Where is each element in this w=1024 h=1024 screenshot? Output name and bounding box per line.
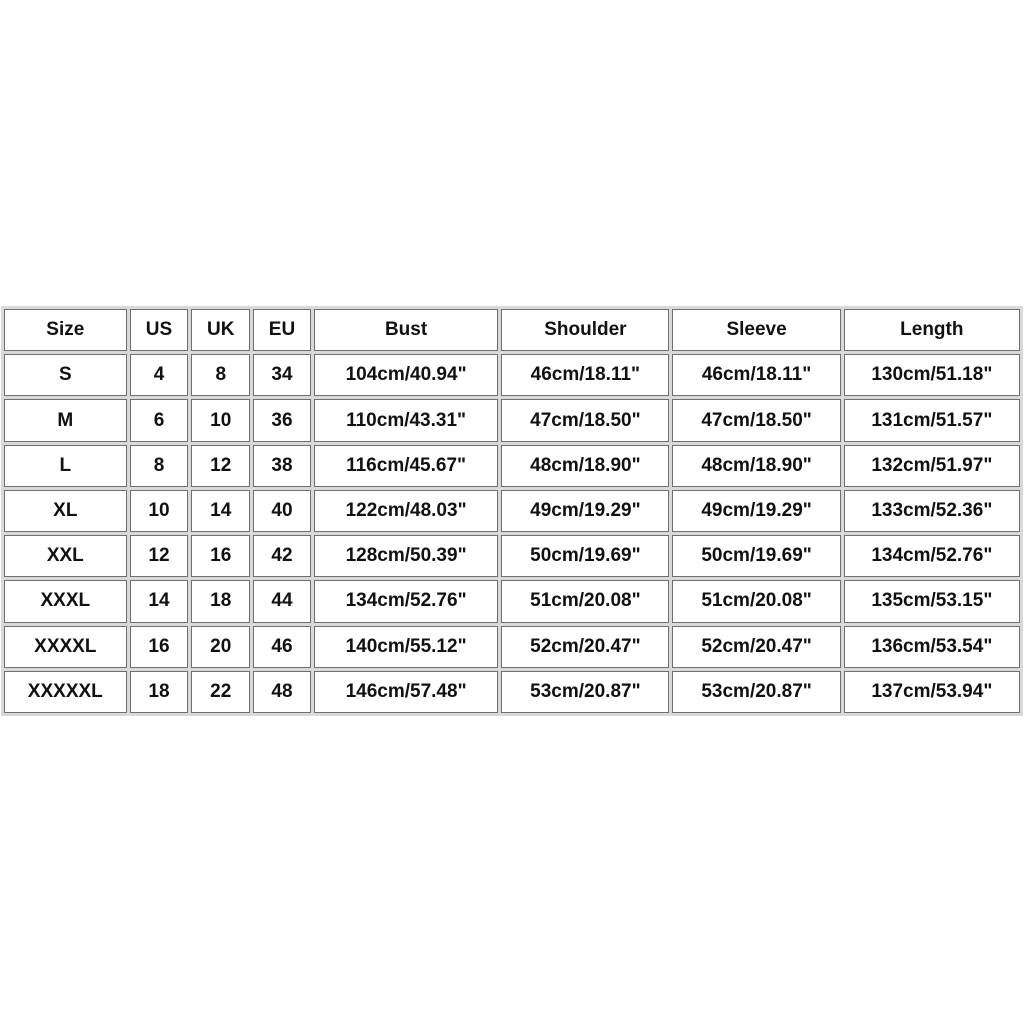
header-sleeve: Sleeve <box>672 309 840 351</box>
cell-shoulder: 53cm/20.87" <box>501 671 669 713</box>
cell-size: M <box>4 399 127 441</box>
cell-size: XXL <box>4 535 127 577</box>
cell-size: XXXXL <box>4 626 127 668</box>
cell-shoulder: 48cm/18.90" <box>501 445 669 487</box>
header-uk: UK <box>191 309 250 351</box>
cell-eu: 42 <box>253 535 311 577</box>
header-length: Length <box>844 309 1020 351</box>
cell-uk: 18 <box>191 580 250 622</box>
cell-length: 137cm/53.94" <box>844 671 1020 713</box>
table-row <box>4 535 1020 577</box>
cell-bust: 116cm/45.67" <box>314 445 498 487</box>
cell-size: XL <box>4 490 127 532</box>
table-row <box>4 445 1020 487</box>
cell-us: 12 <box>130 535 189 577</box>
cell-eu: 36 <box>253 399 311 441</box>
cell-size: XXXL <box>4 580 127 622</box>
cell-length: 136cm/53.54" <box>844 626 1020 668</box>
cell-length: 135cm/53.15" <box>844 580 1020 622</box>
cell-sleeve: 46cm/18.11" <box>672 354 840 396</box>
cell-us: 10 <box>130 490 189 532</box>
size-chart-table <box>1 306 1023 716</box>
cell-uk: 20 <box>191 626 250 668</box>
cell-sleeve: 52cm/20.47" <box>672 626 840 668</box>
cell-shoulder: 50cm/19.69" <box>501 535 669 577</box>
cell-eu: 46 <box>253 626 311 668</box>
cell-shoulder: 47cm/18.50" <box>501 399 669 441</box>
cell-uk: 12 <box>191 445 250 487</box>
cell-shoulder: 46cm/18.11" <box>501 354 669 396</box>
cell-length: 132cm/51.97" <box>844 445 1020 487</box>
cell-sleeve: 53cm/20.87" <box>672 671 840 713</box>
cell-size: L <box>4 445 127 487</box>
cell-length: 133cm/52.36" <box>844 490 1020 532</box>
cell-sleeve: 51cm/20.08" <box>672 580 840 622</box>
cell-sleeve: 48cm/18.90" <box>672 445 840 487</box>
cell-eu: 34 <box>253 354 311 396</box>
cell-bust: 140cm/55.12" <box>314 626 498 668</box>
cell-length: 130cm/51.18" <box>844 354 1020 396</box>
table-row <box>4 399 1020 441</box>
cell-bust: 134cm/52.76" <box>314 580 498 622</box>
cell-eu: 48 <box>253 671 311 713</box>
table-row <box>4 671 1020 713</box>
cell-us: 6 <box>130 399 189 441</box>
cell-length: 131cm/51.57" <box>844 399 1020 441</box>
cell-us: 4 <box>130 354 189 396</box>
cell-sleeve: 49cm/19.29" <box>672 490 840 532</box>
header-us: US <box>130 309 189 351</box>
cell-shoulder: 51cm/20.08" <box>501 580 669 622</box>
cell-bust: 122cm/48.03" <box>314 490 498 532</box>
table-row <box>4 354 1020 396</box>
cell-eu: 44 <box>253 580 311 622</box>
cell-us: 18 <box>130 671 189 713</box>
table-row <box>4 580 1020 622</box>
cell-length: 134cm/52.76" <box>844 535 1020 577</box>
cell-us: 8 <box>130 445 189 487</box>
cell-bust: 128cm/50.39" <box>314 535 498 577</box>
cell-uk: 10 <box>191 399 250 441</box>
table-row <box>4 490 1020 532</box>
cell-uk: 22 <box>191 671 250 713</box>
header-size: Size <box>4 309 127 351</box>
cell-uk: 8 <box>191 354 250 396</box>
cell-bust: 104cm/40.94" <box>314 354 498 396</box>
cell-sleeve: 47cm/18.50" <box>672 399 840 441</box>
cell-eu: 38 <box>253 445 311 487</box>
header-eu: EU <box>253 309 311 351</box>
table-row <box>4 626 1020 668</box>
cell-size: S <box>4 354 127 396</box>
cell-shoulder: 52cm/20.47" <box>501 626 669 668</box>
cell-us: 16 <box>130 626 189 668</box>
cell-uk: 14 <box>191 490 250 532</box>
cell-size: XXXXXL <box>4 671 127 713</box>
cell-sleeve: 50cm/19.69" <box>672 535 840 577</box>
cell-bust: 110cm/43.31" <box>314 399 498 441</box>
cell-uk: 16 <box>191 535 250 577</box>
header-row <box>4 309 1020 351</box>
cell-bust: 146cm/57.48" <box>314 671 498 713</box>
header-shoulder: Shoulder <box>501 309 669 351</box>
cell-shoulder: 49cm/19.29" <box>501 490 669 532</box>
cell-eu: 40 <box>253 490 311 532</box>
header-bust: Bust <box>314 309 498 351</box>
cell-us: 14 <box>130 580 189 622</box>
